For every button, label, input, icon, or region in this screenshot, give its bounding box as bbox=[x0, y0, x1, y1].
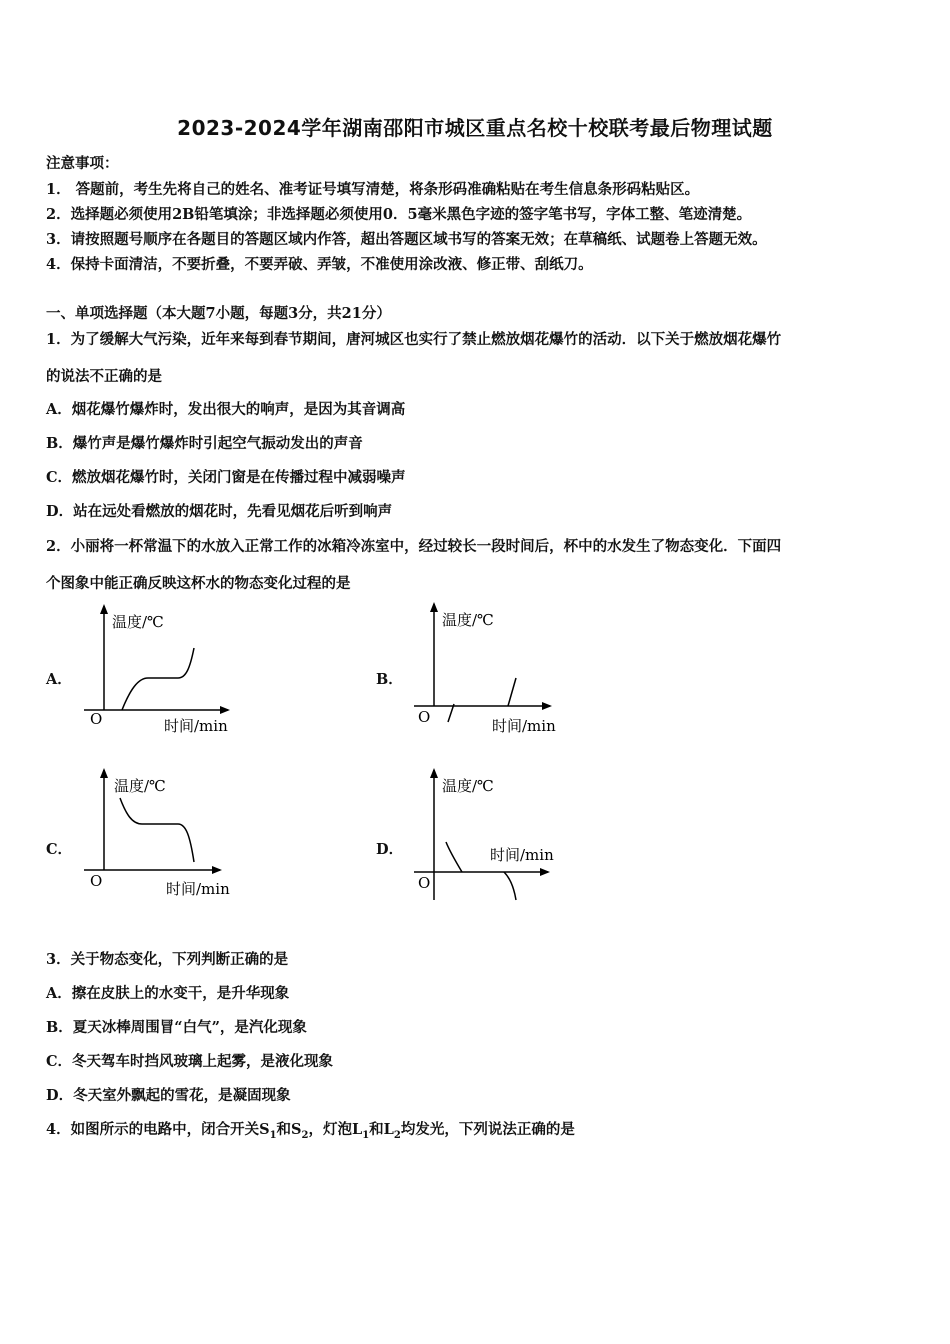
q2-graph-d-label: D． bbox=[376, 841, 404, 858]
notice-item-2: 2．选择题必须使用2B铅笔填涂；非选择题必须使用0．5毫米黑色字迹的签字笔书写，字体工整、笔迹清楚。 bbox=[46, 206, 752, 223]
notice-item-1: 1． 答题前，考生先将自己的姓名、准考证号填写清楚，将条形码准确粘贴在考生信息条形码粘贴区。 bbox=[46, 181, 700, 198]
curve bbox=[120, 798, 194, 862]
q2-graph-b bbox=[410, 600, 580, 740]
q3-option-a: A．擦在皮肤上的水变干，是升华现象 bbox=[46, 985, 290, 1002]
q1-option-d: D．站在远处看燃放的烟花时，先看见烟花后听到响声 bbox=[46, 503, 393, 520]
q2-graph-a-label: A． bbox=[46, 671, 72, 688]
q4-stem bbox=[46, 1118, 575, 1141]
q3-option-d: D．冬天室外飘起的雪花，是凝固现象 bbox=[46, 1087, 291, 1104]
y-axis-label: 温度/℃ bbox=[114, 777, 166, 795]
x-axis-label: 时间/min bbox=[164, 717, 228, 735]
curve-segment-2 bbox=[504, 872, 516, 900]
q2-graph-d bbox=[410, 766, 580, 906]
q1-option-b: B．爆竹声是爆竹爆炸时引起空气振动发出的声音 bbox=[46, 435, 363, 452]
origin-label: O bbox=[90, 710, 103, 728]
q4-text-c: ，灯泡L bbox=[308, 1121, 363, 1138]
y-axis-arrow bbox=[100, 768, 108, 778]
q1-option-c: C．燃放烟花爆竹时，关闭门窗是在传播过程中减弱噪声 bbox=[46, 469, 406, 486]
q4-sub-l2: 2 bbox=[393, 1129, 401, 1141]
curve-segment-1 bbox=[446, 842, 462, 872]
notice-item-4: 4．保持卡面清洁，不要折叠，不要弄破、弄皱，不准使用涂改液、修正带、刮纸刀。 bbox=[46, 256, 593, 273]
q4-text-d: 和L bbox=[369, 1121, 394, 1138]
x-axis-label: 时间/min bbox=[166, 880, 230, 898]
x-axis-arrow bbox=[540, 868, 550, 876]
q2-graph-a bbox=[80, 602, 250, 742]
x-axis-arrow bbox=[212, 866, 222, 874]
q4-sub-l1: 1 bbox=[362, 1129, 370, 1141]
q3-stem: 3．关于物态变化，下列判断正确的是 bbox=[46, 951, 289, 968]
x-axis-arrow bbox=[542, 702, 552, 710]
q2-stem-line2: 个图象中能正确反映这杯水的物态变化过程的是 bbox=[46, 575, 351, 592]
q3-option-c: C．冬天驾车时挡风玻璃上起雾，是液化现象 bbox=[46, 1053, 334, 1070]
q1-option-a: A．烟花爆竹爆炸时，发出很大的响声，是因为其音调高 bbox=[46, 401, 406, 418]
notice-item-3: 3．请按照题号顺序在各题目的答题区域内作答，超出答题区域书写的答案无效；在草稿纸、试题卷上答题无效。 bbox=[46, 231, 767, 248]
origin-label: O bbox=[90, 872, 103, 890]
q4-text-e: 均发光，下列说法正确的是 bbox=[400, 1121, 575, 1138]
q4-text-a: 4．如图所示的电路中，闭合开关S bbox=[46, 1121, 270, 1138]
y-axis-arrow bbox=[430, 602, 438, 612]
y-axis-label: 温度/℃ bbox=[442, 777, 494, 795]
x-axis-label: 时间/min bbox=[492, 717, 556, 735]
q4-sub-s1: 1 bbox=[269, 1129, 277, 1141]
origin-label: O bbox=[418, 874, 431, 892]
q4-text-b: 和S bbox=[276, 1121, 302, 1138]
q2-graph-b-label: B． bbox=[376, 671, 403, 688]
q1-stem-line1: 1．为了缓解大气污染，近年来每到春节期间，唐河城区也实行了禁止燃放烟花爆竹的活动．以下关于燃放烟花爆竹 bbox=[46, 331, 782, 348]
y-axis-arrow bbox=[100, 604, 108, 614]
origin-label: O bbox=[418, 708, 431, 726]
curve bbox=[122, 648, 194, 710]
q3-option-b: B．夏天冰棒周围冒“白气”，是汽化现象 bbox=[46, 1019, 307, 1036]
curve-segment-2 bbox=[508, 678, 516, 706]
q2-stem-line1: 2．小丽将一杯常温下的水放入正常工作的冰箱冷冻室中，经过较长一段时间后，杯中的水发生了物态变化．下面四 bbox=[46, 538, 782, 555]
y-axis-arrow bbox=[430, 768, 438, 778]
notice-heading: 注意事项： bbox=[46, 155, 119, 172]
y-axis-label: 温度/℃ bbox=[112, 613, 164, 631]
x-axis-label: 时间/min bbox=[490, 846, 554, 864]
page-title: 2023-2024学年湖南邵阳市城区重点名校十校联考最后物理试题 bbox=[177, 116, 773, 140]
q1-stem-line2: 的说法不正确的是 bbox=[46, 368, 162, 385]
q4-sub-s2: 2 bbox=[301, 1129, 309, 1141]
x-axis-arrow bbox=[220, 706, 230, 714]
q2-graph-c-label: C． bbox=[46, 841, 73, 858]
section-heading: 一、单项选择题（本大题7小题，每题3分，共21分） bbox=[46, 305, 391, 322]
q2-graph-c bbox=[80, 766, 250, 906]
y-axis-label: 温度/℃ bbox=[442, 611, 494, 629]
